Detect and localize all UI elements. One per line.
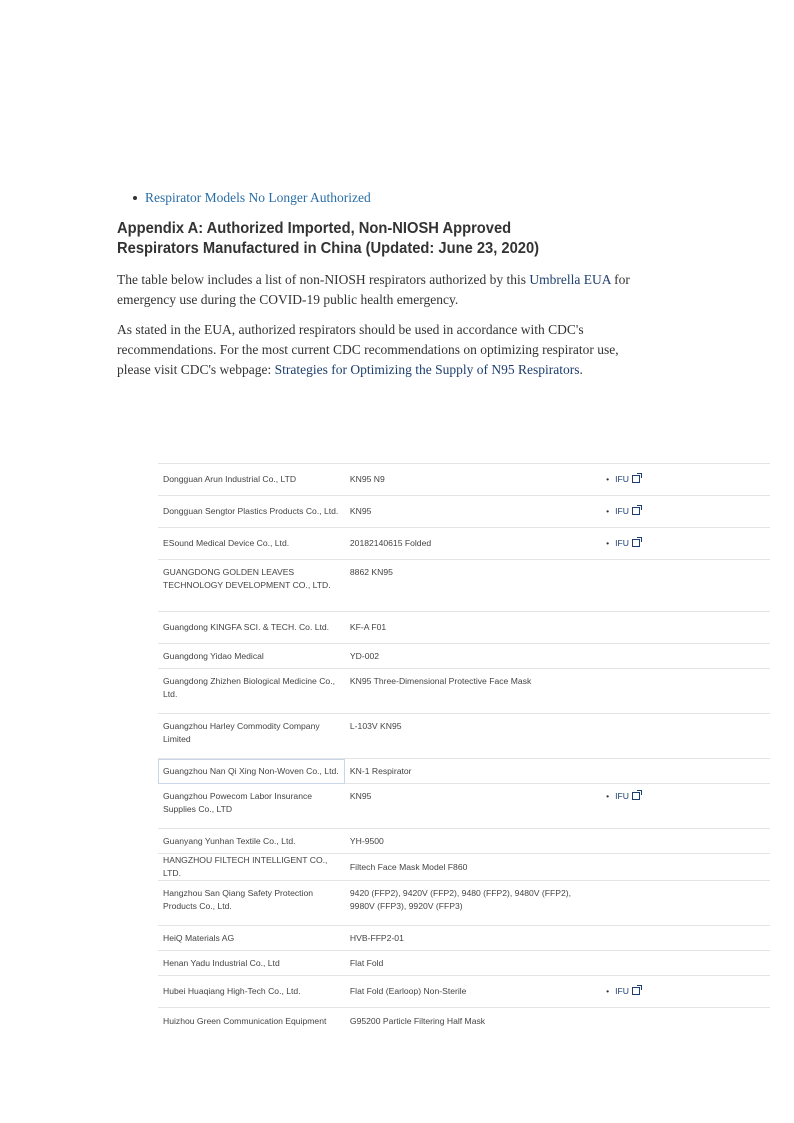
model-cell: 8862 KN95 — [345, 560, 601, 612]
intro-text-before: The table below includes a list of non-NIOSH respirators authorized by this — [117, 272, 530, 287]
respirator-table — [158, 441, 770, 1034]
ifu-cell — [601, 759, 770, 784]
strategies-link[interactable]: Strategies for Optimizing the Supply of N95 Respirators — [274, 362, 580, 377]
ifu-cell — [601, 829, 770, 854]
manufacturer-cell: Dongguan Arun Industrial Co., LTD — [158, 464, 345, 496]
cdc-paragraph — [117, 320, 647, 380]
manufacturer-cell: Huizhou Green Communication Equipment — [163, 1015, 327, 1026]
ifu-label: IFU — [615, 506, 630, 516]
ifu-cell — [601, 714, 770, 759]
table-row — [158, 1008, 770, 1035]
manufacturer-cell: GUANGDONG GOLDEN LEAVES TECHNOLOGY DEVELOPMENT CO., LTD. — [158, 560, 345, 612]
ifu-link[interactable]: • IFU — [606, 986, 640, 996]
umbrella-eua-link[interactable]: Umbrella EUA — [529, 272, 611, 287]
model-cell: KN95 — [345, 496, 601, 528]
ifu-cell — [601, 976, 770, 1008]
cdc-text-before: As stated in the EUA, authorized respirators should be used in accordance with CDC's recommendations. For the most current CDC recommendations on optimizing respirator use, please visit CDC's webpage: — [117, 322, 619, 377]
model-cell: YH-9500 — [345, 829, 601, 854]
model-cell: L-103V KN95 — [345, 714, 601, 759]
table-row — [158, 560, 770, 612]
table-row — [158, 951, 770, 976]
clipped-row-remnant — [163, 441, 340, 453]
cdc-text-after: . — [579, 362, 583, 377]
model-cell: HVB-FFP2-01 — [345, 926, 601, 951]
external-link-icon — [632, 507, 640, 515]
manufacturer-cell: Henan Yadu Industrial Co., Ltd — [158, 951, 345, 976]
ifu-link[interactable]: • IFU — [606, 791, 640, 801]
intro-text-after: for emergency use during the COVID-19 public health emergency. — [117, 272, 630, 307]
ifu-cell — [601, 496, 770, 528]
external-link-icon — [632, 987, 640, 995]
external-link-icon — [632, 792, 640, 800]
model-cell: Filtech Face Mask Model F860 — [345, 854, 601, 881]
external-link-icon — [632, 539, 640, 547]
ifu-cell — [601, 881, 770, 926]
model-cell: G95200 Particle Filtering Half Mask — [349, 1015, 486, 1026]
ifu-link[interactable]: • IFU — [606, 506, 640, 516]
ifu-cell — [601, 926, 770, 951]
manufacturer-cell: Dongguan Sengtor Plastics Products Co., Ltd. — [158, 496, 345, 528]
table-row — [158, 759, 770, 784]
appendix-heading: Appendix A: Authorized Imported, Non-NIOSH Approved Respirators Manufactured in China (Updated: June 23, 2020) — [117, 220, 540, 257]
ifu-label: IFU — [615, 538, 630, 548]
table-row — [158, 784, 770, 829]
ifu-cell — [601, 784, 770, 829]
table-row — [158, 496, 770, 528]
model-cell: KN95 — [345, 784, 601, 829]
manufacturer-cell: Hubei Huaqiang High-Tech Co., Ltd. — [158, 976, 345, 1008]
intro-paragraph — [117, 270, 647, 310]
ifu-cell — [601, 951, 770, 976]
ifu-cell — [601, 669, 770, 714]
model-cell: YD-002 — [345, 644, 601, 669]
table-row — [158, 829, 770, 854]
table-row — [158, 612, 770, 644]
table-row — [158, 464, 770, 496]
table-row — [158, 854, 770, 881]
bullet-list — [130, 188, 371, 208]
ifu-cell — [601, 644, 770, 669]
manufacturer-cell: Guangzhou Powecom Labor Insurance Supplies Co., LTD — [158, 784, 345, 829]
manufacturer-cell: Guangzhou Harley Commodity Company Limited — [158, 714, 345, 759]
manufacturer-cell: Hangzhou San Qiang Safety Protection Products Co., Ltd. — [158, 881, 345, 926]
ifu-label: IFU — [615, 791, 630, 801]
ifu-link[interactable]: • IFU — [606, 538, 640, 548]
table-row — [158, 644, 770, 669]
bullet-link-no-longer-authorized[interactable]: Respirator Models No Longer Authorized — [130, 188, 371, 208]
external-link-icon — [632, 475, 640, 483]
manufacturer-cell: HANGZHOU FILTECH INTELLIGENT CO., LTD. — [158, 854, 345, 881]
model-cell: 9420 (FFP2), 9420V (FFP2), 9480 (FFP2), 9480V (FFP2), 9980V (FFP3), 9920V (FFP3) — [345, 881, 601, 926]
ifu-cell — [601, 560, 770, 612]
model-cell: KN95 N9 — [345, 464, 601, 496]
model-cell: KN95 Three-Dimensional Protective Face Mask — [345, 669, 601, 714]
table-row — [158, 528, 770, 560]
ifu-cell — [601, 528, 770, 560]
model-cell: Flat Fold — [345, 951, 601, 976]
manufacturer-cell: Guangdong Zhizhen Biological Medicine Co., Ltd. — [158, 669, 345, 714]
table-row-clipped — [158, 441, 770, 464]
manufacturer-cell: ESound Medical Device Co., Ltd. — [158, 528, 345, 560]
table-row — [158, 926, 770, 951]
model-cell: Flat Fold (Earloop) Non-Sterile — [345, 976, 601, 1008]
model-cell: KN-1 Respirator — [345, 759, 601, 784]
table-row — [158, 881, 770, 926]
manufacturer-cell: Guanyang Yunhan Textile Co., Ltd. — [158, 829, 345, 854]
manufacturer-cell: Guangzhou Nan Qi Xing Non-Woven Co., Ltd. — [158, 759, 345, 784]
ifu-cell — [601, 612, 770, 644]
ifu-label: IFU — [615, 986, 630, 996]
table-row — [158, 714, 770, 759]
manufacturer-cell: Guangdong Yidao Medical — [158, 644, 345, 669]
ifu-cell — [601, 1008, 770, 1035]
ifu-cell — [601, 464, 770, 496]
manufacturer-cell: Guangdong KINGFA SCI. & TECH. Co. Ltd. — [158, 612, 345, 644]
ifu-cell — [601, 854, 770, 881]
ifu-label: IFU — [615, 474, 630, 484]
model-cell: KF-A F01 — [345, 612, 601, 644]
table-row — [158, 669, 770, 714]
table-row — [158, 976, 770, 1008]
model-cell: 20182140615 Folded — [345, 528, 601, 560]
manufacturer-cell: HeiQ Materials AG — [158, 926, 345, 951]
ifu-link[interactable]: • IFU — [606, 474, 640, 484]
